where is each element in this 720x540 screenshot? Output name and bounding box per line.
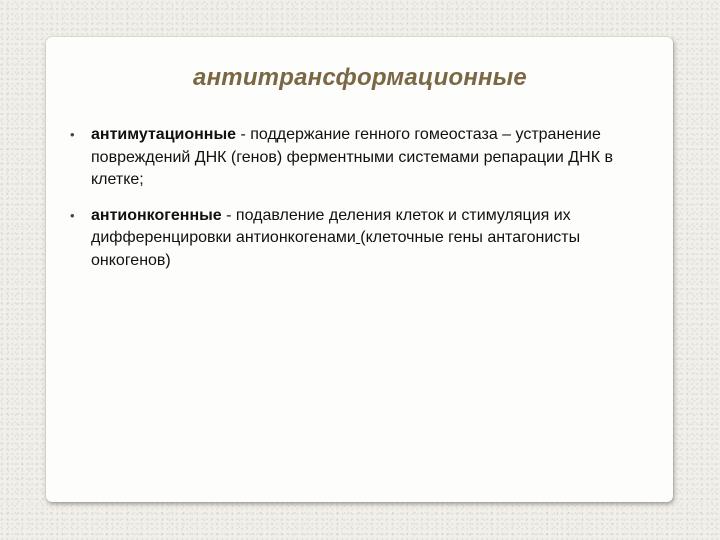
- slide-title: антитрансформационные: [193, 64, 527, 91]
- bullet-item-antimutation: [70, 124, 660, 192]
- bullet-text: - подавление деления клеток и стимуляция их дифференцировки антионкогенами: [91, 206, 571, 246]
- bullet-item-antioncogene: [70, 205, 660, 273]
- bullet-term: антимутационные: [91, 126, 237, 143]
- bullet-icon: •: [70, 207, 75, 223]
- bullet-text-continued: (клеточные гены антагонисты онкогенов): [91, 229, 581, 269]
- bullet-list: [70, 124, 660, 285]
- bullet-term: антионкогенные: [91, 206, 222, 224]
- bullet-icon: •: [70, 127, 75, 142]
- bullet-text: - поддержание генного гомеостаза – устранение повреждений ДНК (генов) ферментными системами репарации ДНК в клетке;: [91, 126, 613, 188]
